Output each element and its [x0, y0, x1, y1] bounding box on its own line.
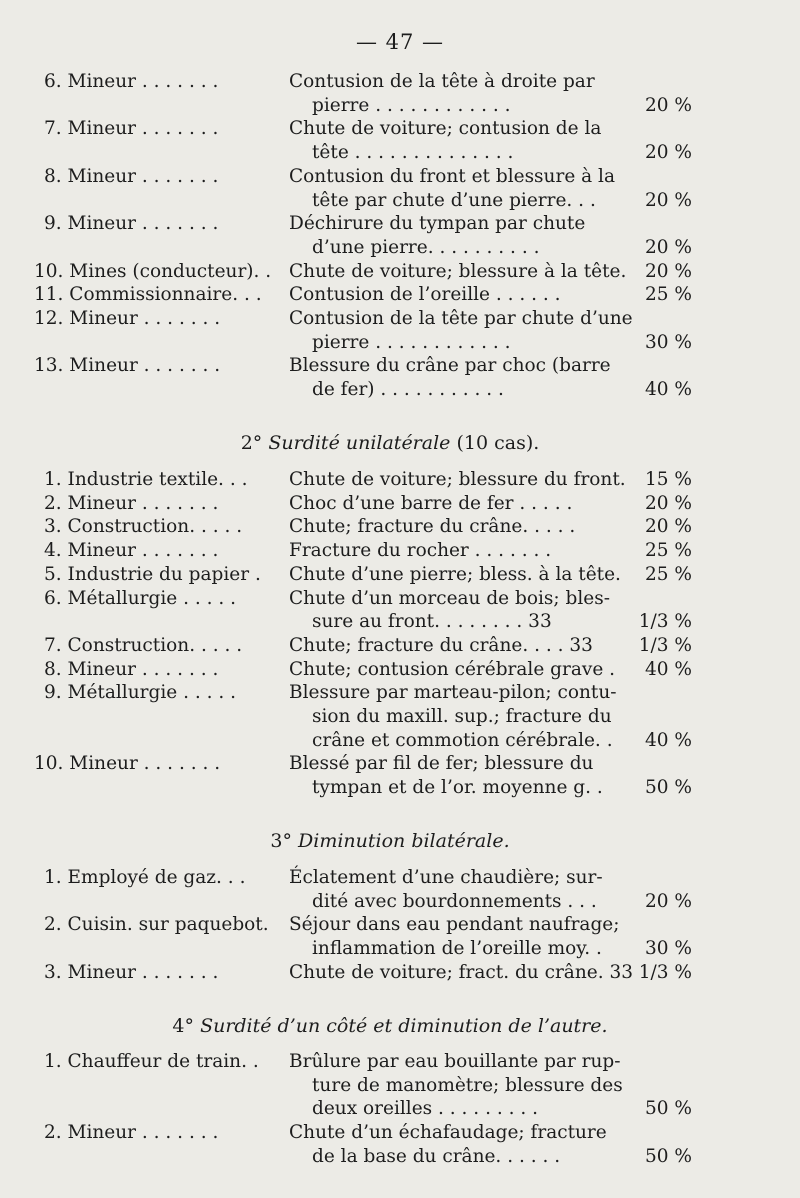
- case-occupation: 9. Mineur . . . . . . .: [44, 213, 219, 235]
- case-occupation: 1. Employé de gaz. . .: [44, 867, 246, 888]
- case-occupation: 6. Métallurgie . . . . .: [44, 587, 236, 609]
- case-description: Chute d’un échafaudage; fracture: [289, 1122, 607, 1144]
- case-description: Chute de voiture; fract. du crâne. 33: [289, 961, 633, 983]
- case-description: dité avec bourdonnements . . .: [312, 890, 597, 912]
- section-number: 4°: [172, 1015, 195, 1037]
- case-description: Chute; fracture du crâne. . . . .: [289, 516, 576, 538]
- case-occupation: 7. Mineur . . . . . . .: [44, 118, 219, 140]
- case-occupation: 11. Commissionnaire. . .: [34, 284, 262, 306]
- case-description: Contusion de l’oreille . . . . . .: [289, 284, 561, 306]
- page-number: — 47 —: [355, 30, 445, 54]
- case-description: Chute d’une pierre; bless. à la tête.: [289, 563, 621, 585]
- case-occupation: 13. Mineur . . . . . . .: [34, 355, 221, 377]
- section-heading: [0, 828, 780, 854]
- case-percentage: 30 %: [645, 331, 692, 353]
- section-heading: [0, 430, 780, 456]
- case-description: Choc d’une barre de fer . . . . .: [289, 492, 573, 514]
- case-percentage: 25 %: [645, 540, 692, 562]
- case-percentage: 15 %: [645, 469, 692, 490]
- case-percentage: 1/3 %: [638, 961, 692, 983]
- case-percentage: 20 %: [645, 492, 692, 514]
- case-description: pierre . . . . . . . . . . . .: [312, 94, 511, 116]
- section-number: 3°: [270, 830, 292, 852]
- case-occupation: 8. Mineur . . . . . . .: [44, 165, 219, 187]
- case-occupation: 4. Mineur . . . . . . .: [44, 540, 219, 562]
- case-description: Chute d’un morceau de bois; bles-: [289, 587, 610, 609]
- case-occupation: 2. Mineur . . . . . . .: [44, 492, 219, 514]
- case-description: tête par chute d’une pierre. . .: [312, 189, 596, 211]
- case-description: inflammation de l’oreille moy. .: [312, 938, 602, 960]
- case-occupation: 1. Chauffeur de train. .: [44, 1051, 259, 1072]
- case-occupation: 10. Mineur . . . . . . .: [34, 753, 221, 775]
- case-description: tête . . . . . . . . . . . . . .: [312, 142, 514, 164]
- case-percentage: 20 %: [645, 260, 692, 282]
- case-percentage: 20 %: [645, 236, 692, 258]
- case-description: Contusion de la tête par chute d’une: [289, 308, 633, 329]
- case-description: Chute de voiture; blessure à la tête.: [289, 260, 627, 282]
- case-occupation: 10. Mines (conducteur). .: [34, 260, 272, 282]
- section-title: Surdité unilatérale: [268, 432, 451, 454]
- section-number: 2°: [240, 432, 263, 454]
- case-description: Séjour dans eau pendant naufrage;: [289, 914, 620, 936]
- case-description: Éclatement d’une chaudière; sur-: [289, 867, 603, 888]
- case-description: deux oreilles . . . . . . . . .: [312, 1098, 538, 1120]
- case-occupation: 5. Industrie du papier .: [44, 563, 261, 585]
- case-description: Blessure par marteau-pilon; contu-: [289, 682, 617, 704]
- case-description: Contusion de la tête à droite par: [289, 71, 595, 92]
- section-title: Surdité d’un côté et diminution de l’autre.: [200, 1015, 608, 1037]
- case-description: Chute; contusion cérébrale grave .: [289, 658, 616, 680]
- section-case-count: (10 cas).: [456, 432, 540, 454]
- case-description: Chute de voiture; contusion de la: [289, 118, 602, 140]
- section-title: Diminution bilatérale.: [298, 830, 510, 852]
- case-percentage: 40 %: [645, 729, 692, 751]
- case-occupation: 7. Construction. . . . .: [44, 634, 243, 656]
- case-occupation: 8. Mineur . . . . . . .: [44, 658, 219, 680]
- case-occupation: 12. Mineur . . . . . . .: [34, 308, 221, 329]
- case-description: Blessure du crâne par choc (barre: [289, 355, 611, 377]
- case-percentage: 20 %: [645, 890, 692, 912]
- case-percentage: 40 %: [645, 379, 692, 401]
- case-percentage: 1/3 %: [638, 611, 692, 633]
- case-occupation: 2. Mineur . . . . . . .: [44, 1122, 219, 1144]
- case-occupation: 3. Mineur . . . . . . .: [44, 961, 219, 983]
- case-percentage: 40 %: [645, 658, 692, 680]
- case-percentage: 30 %: [645, 938, 692, 960]
- case-percentage: 50 %: [645, 1145, 692, 1167]
- case-description: Déchirure du tympan par chute: [289, 213, 586, 235]
- case-percentage: 20 %: [645, 516, 692, 538]
- case-description: Fracture du rocher . . . . . . .: [289, 540, 552, 562]
- section-heading: [0, 1013, 780, 1039]
- case-description: crâne et commotion cérébrale. .: [312, 729, 613, 751]
- case-description: Brûlure par eau bouillante par rup-: [289, 1051, 621, 1072]
- case-description: d’une pierre. . . . . . . . . .: [312, 236, 540, 258]
- case-occupation: 9. Métallurgie . . . . .: [44, 682, 236, 704]
- case-description: sure au front. . . . . . . . 33: [312, 611, 552, 633]
- case-occupation: 1. Industrie textile. . .: [44, 469, 248, 490]
- case-percentage: 50 %: [645, 1098, 692, 1120]
- case-description: pierre . . . . . . . . . . . .: [312, 331, 511, 353]
- case-description: Chute de voiture; blessure du front.: [289, 469, 626, 490]
- case-description: tympan et de l’or. moyenne g. .: [312, 777, 603, 799]
- case-description: de la base du crâne. . . . . .: [312, 1145, 561, 1167]
- case-percentage: 25 %: [645, 563, 692, 585]
- case-description: Blessé par fil de fer; blessure du: [289, 753, 594, 775]
- case-percentage: 1/3 %: [638, 634, 692, 656]
- case-occupation: 3. Construction. . . . .: [44, 516, 243, 538]
- case-description: ture de manomètre; blessure des: [312, 1074, 623, 1096]
- case-description: de fer) . . . . . . . . . . .: [312, 379, 504, 401]
- case-percentage: 50 %: [645, 777, 692, 799]
- case-occupation: 2. Cuisin. sur paquebot.: [44, 914, 269, 936]
- case-percentage: 20 %: [645, 142, 692, 164]
- case-percentage: 20 %: [645, 94, 692, 116]
- case-occupation: 6. Mineur . . . . . . .: [44, 71, 219, 92]
- case-percentage: 20 %: [645, 189, 692, 211]
- case-percentage: 25 %: [645, 284, 692, 306]
- case-description: Chute; fracture du crâne. . . . 33: [289, 634, 593, 656]
- case-description: sion du maxill. sup.; fracture du: [312, 706, 612, 727]
- case-description: Contusion du front et blessure à la: [289, 165, 615, 187]
